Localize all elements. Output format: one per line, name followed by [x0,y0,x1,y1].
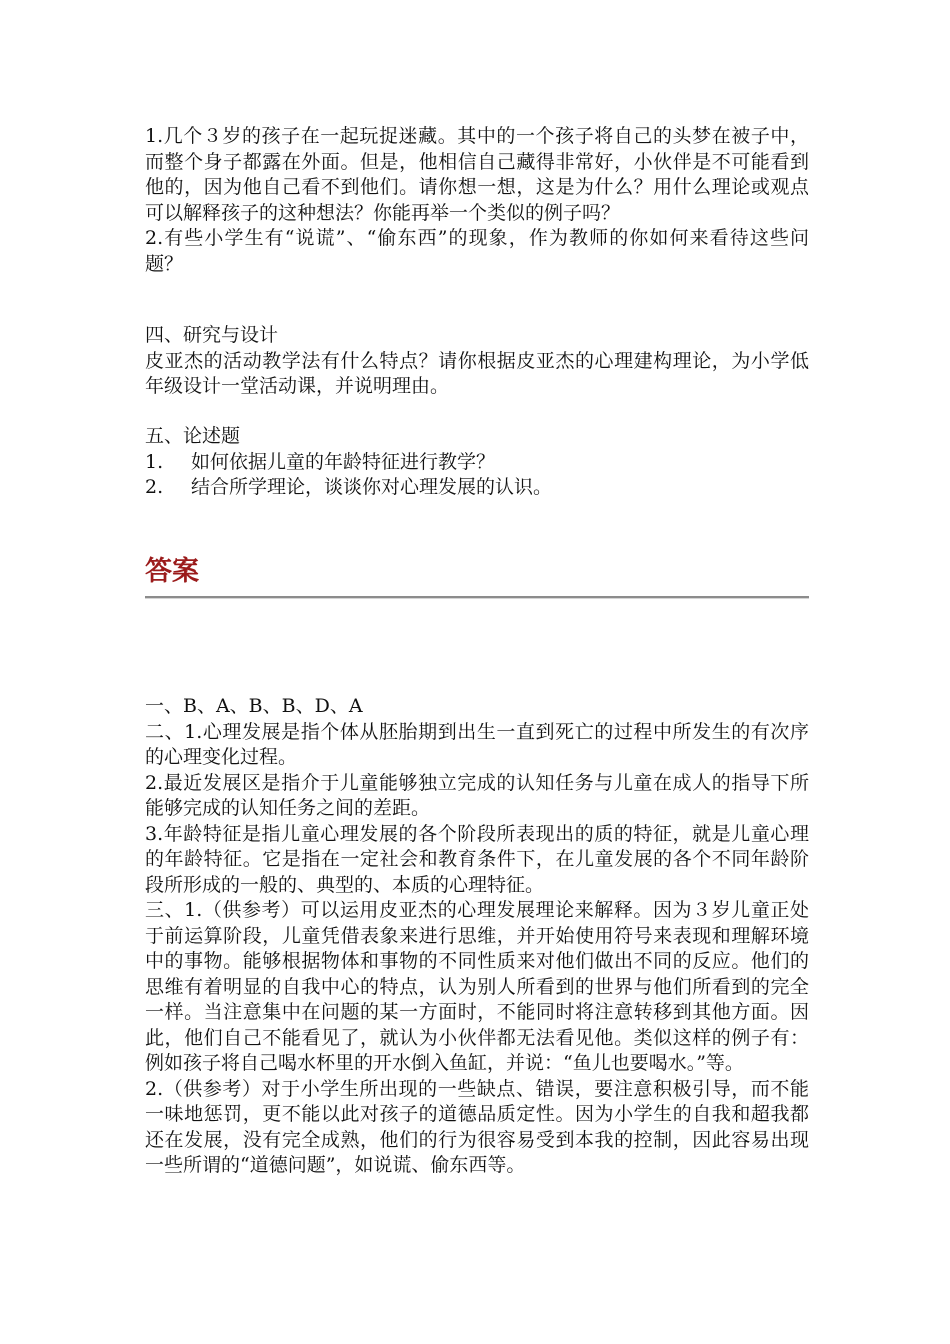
answer-part-2-3: 3.年龄特征是指儿童心理发展的各个阶段所表现出的质的特征，就是儿童心理的年龄特征。它是指在一定社会和教育条件下，在儿童发展的各个不同年龄阶段所形成的一般的、典型的、本质的心理特征。 [145,822,809,896]
answers-heading: 答案 [145,556,199,587]
answer-part-2-2: 2.最近发展区是指介于儿童能够独立完成的认知任务与儿童在成人的指导下所能够完成的认知任务之间的差距。 [145,771,809,819]
question-1: 1.几个３岁的孩子在一起玩捉迷藏。其中的一个孩子将自己的头梦在被子中，而整个身子都露在外面。但是，他相信自己藏得非常好，小伙伴是不可能看到他的，因为他自己看不到他们。请你想一想，这是为什么？用什么理论或观点可以解释孩子的这种想法？你能再举一个类似的例子吗？ [145,125,809,224]
research-heading: 四、研究与设计 [145,324,279,346]
answer-part-1: 一、B、A、B、B、D、A [145,695,363,717]
research-section [145,323,809,400]
essay-item-number: 1. [145,450,164,473]
essay-item-number: 2. [145,476,164,498]
essay-item [145,475,809,501]
question-2: 2.有些小学生有“说谎”、“偷东西”的现象，作为教师的你如何来看待这些问题？ [145,227,809,275]
essay-item-text: 结合所学理论，谈谈你对心理发展的认识。 [191,476,553,498]
answer-part-3-2: 2.（供参考）对于小学生所出现的一些缺点、错误，要注意积极引导，而不能一味地惩罚，更不能以此对孩子的道德品质定性。因为小学生的自我和超我都还在发展，没有完全成熟，他们的行为很容易受到本我的控制，因此容易出现一些所谓的“道德问题”，如说谎、偷东西等。 [145,1077,809,1176]
heading-divider [145,596,809,598]
research-text: 皮亚杰的活动教学法有什么特点？请你根据皮亚杰的心理建构理论，为小学低年级设计一堂活动课，并说明理由。 [145,349,809,397]
answer-part-3-1: 三、1.（供参考）可以运用皮亚杰的心理发展理论来解释。因为３岁儿童正处于前运算阶段，儿童凭借表象来进行思维，并开始使用符号来表现和理解环境中的事物。能够根据物体和事物的不同性质来对他们做出不同的反应。他们的思维有着明显的自我中心的特点，认为别人所看到的世界与他们所看到的完全一样。当注意集中在问题的某一方面时，不能同时将注意转移到其他方面。因此，他们自己不能看见了，就认为小伙伴都无法看见他。类似这样的例子有：例如孩子将自己喝水杯里的开水倒入鱼缸，并说：“鱼儿也要喝水。”等。 [145,899,809,1074]
answers-section [145,694,809,1179]
answer-part-2-1: 二、1.心理发展是指个体从胚胎期到出生一直到死亡的过程中所发生的有次序的心理变化过程。 [145,720,809,768]
questions-section [145,124,809,277]
essay-item-text: 如何依据儿童的年龄特征进行教学？ [191,450,496,473]
document-page [145,0,809,1344]
essay-section [145,424,809,501]
essay-heading: 五、论述题 [145,425,241,447]
essay-item [145,450,809,476]
